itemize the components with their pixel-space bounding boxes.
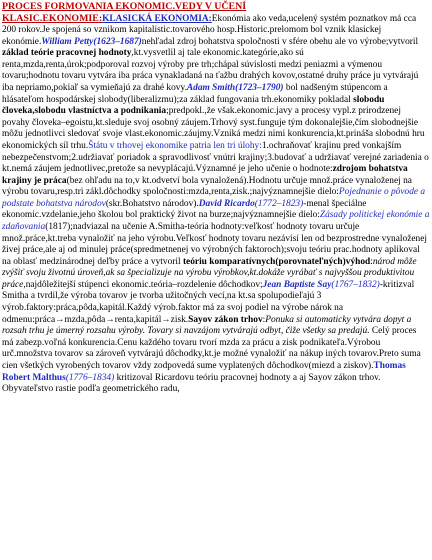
body-paragraph <box>2 13 430 396</box>
text-run: bol nadšeným stúpencom a hlásateľom hospodárskej slobody(liberalizmu);za základ fungovania trh.ekonomiky pokladal <box>2 83 388 105</box>
name-petty: William Petty(1623–1687) <box>41 36 142 47</box>
text-run: ,kt.vysvetlil aj tale ekonomic.kategórie,ako sú renta,mzda,renta,úrok;podporoval rozvoj výroby pre trh;chápal súvislosti medzi peniazmi a výmenou tovaru;hodnotu tovaru vytvára iba práca vynakladaná na ťažbu drahých kovov,ostatné druhy práce ju vytvárajú iba nepriamo,pokiaľ sa vymieňajú za drahé kovy. <box>2 48 419 94</box>
text-run: (1817);nadviazal na učenie A.Smitha-teória hodnoty:veľkosť hodnoty tovaru určuje množ.práce,kt.treba vynaložiť na jeho výrobu.Veľkosť hodnoty tovaru nezávisí len od bezprostredne vynaloženej živej práce,ale aj od minulej práce(spredmetnenej vo výrobných faktoroch);svoju teóriu prac.hodnoty aplikoval na oblasť medzinárodnej deľby práce a vytvoril <box>2 221 427 267</box>
text-run: nehľadal zdroj bohatstva spoločnosti v sfére obehu ale vo výrobe;vytvoril <box>141 36 419 47</box>
state-roles-phrase: Štátu v trhovej ekonomike patria len tri úlohy: <box>88 140 262 151</box>
section-label-red: KLASIC.EKONOMIE: <box>2 12 103 24</box>
section-label-blue: KLASICKÁ EKONOMIA: <box>102 13 212 24</box>
text-run: (bez ohľadu na to,v kt.odvetví bola vynaložená).Hodnotu určuje množ.práce vynaloženej na výrobu tovaru,resp.tri zákl.dôchodky spoločnosti:mzda,renta,zisk.;najvýznamnejšie dielo: <box>2 175 412 198</box>
work-title-smith: Pojednanie o pôvode a podstate bohatstva národov <box>2 187 426 209</box>
work-title-ricardo: Zásady politickej ekonómie a zdaňovania <box>2 210 430 232</box>
text-run: : <box>370 256 373 267</box>
term-comparative-advantage: teóriu komparatívnych(porovnateľných)výhod <box>182 256 371 267</box>
text-run: ;predpokl.,že však.ekonomic.javy a procesy vypl.z prirodzenej povahy človeka–egoistu,kt.sleduje svoj osobný záujem.Trhový syst.funguje tým dokonalejšie,čím slobodnejšie môžu jednotlivci sledovať svoje vlast.ekonomic.záujmy.Vzniká medzi nimi konkurencia,kt.prináša slobodnú hru ekonomických síl trhu. <box>2 106 425 151</box>
name-ricardo: David Ricardo <box>198 198 255 209</box>
text-run: Celý proces má zabezp.voľná konkurencia.Cenu každého tovaru tvorí mzda za prácu a zisk podnikateľa.Výrobou urč.množstva tovarov sa zároveň vytvárajú dôchodky,kt.je možné vynaložiť na nákup iných tovarov.Preto suma cien všetkých vyrobených tovarov vždy zodpovedá sume vyplatených dôchodkov(miezd a ziskov). <box>2 326 421 371</box>
term-labor-theory: základ teórie pracovnej hodnoty <box>2 48 132 59</box>
text-run: 1.ochraňovať krajinu pred vonkajším nebezpečenstvom;2.udržiavať poriadok a spravodlivosť vnútri krajiny;3.budovať a udržiavať verejné zariadenia o kt.nemá záujem jednotlivec,pretože sa nevyplácajú.Významné je jeho učenie o hodnote: <box>2 140 429 175</box>
term-freedom: slobodu človeka,slobodu vlastníctva a podnikania <box>2 94 385 117</box>
text-run: (skr.Bohatstvo národov). <box>105 198 199 209</box>
ricardo-years: (1772–1823) <box>254 198 304 209</box>
text-run: ,najdôležitejší stúpenci ekonomic.teória–rozdelenie dôchodkov; <box>23 279 263 290</box>
term-say-law: Sayov zákon trhov <box>188 314 263 325</box>
malthus-years: (1776–1834) <box>65 372 115 383</box>
text-run: : <box>262 314 266 325</box>
name-say: Jean Baptiste Say <box>262 279 332 290</box>
text-run: -kritizval Smitha a tvrdil,že výroba tovarov je tvorba užitočných vecí,na kt.sa spolupodieľajú 3 výrob.faktory:práca,pôda,kapitál.Každý výrob.faktor má za svoj podiel na výrobe nárok na odmenu:práca→mzda,pôda→renta,kapitál→zisk. <box>2 279 415 325</box>
text-run: Ekonómia ako veda,ucelený systém poznatkov má cca 200 rokov.Je spojená so vznikom kapitalistic.tovarového hosp.Historic.prelomom bol vznik klasickej ekonómie. <box>2 13 417 47</box>
name-malthus: Thomas Robert Malthus <box>2 360 406 383</box>
text-run: kritizoval Ricardovu teóriu pracovnej hodnoty a aj Sayov zákon trhov. Obyvateľstvo rastie podľa geometrického radu, <box>2 372 381 395</box>
quote-comparative: národ môže zvýšiť svoju životnú úroveň,ak sa špecializuje na výrobu výrobkov,kt.dokáže vyrábať s najvyššou produktivitou práce <box>2 256 417 290</box>
say-years: (1767–1832) <box>331 279 380 290</box>
name-smith: Adam Smith(1723–1790) <box>186 83 284 94</box>
text-run: -menal špeciálne ekonomic.vzdelanie,jeho školou bol praktický život na burze;najvýznamnejšie dielo: <box>2 198 367 221</box>
quote-say-law: Ponuka si automaticky vytvára dopyt a rozsah trhu je úmerný rozsahu výroby. Tovary si navzájom vytvárajú odbyt, čiže všetky sa predajú. <box>2 314 412 337</box>
document-title: PROCES FORMOVANIA EKONOMIC.VEDY V UČENÍ <box>2 1 247 12</box>
term-wealth-source: zdrojom bohatstva krajiny je práca <box>2 164 408 186</box>
